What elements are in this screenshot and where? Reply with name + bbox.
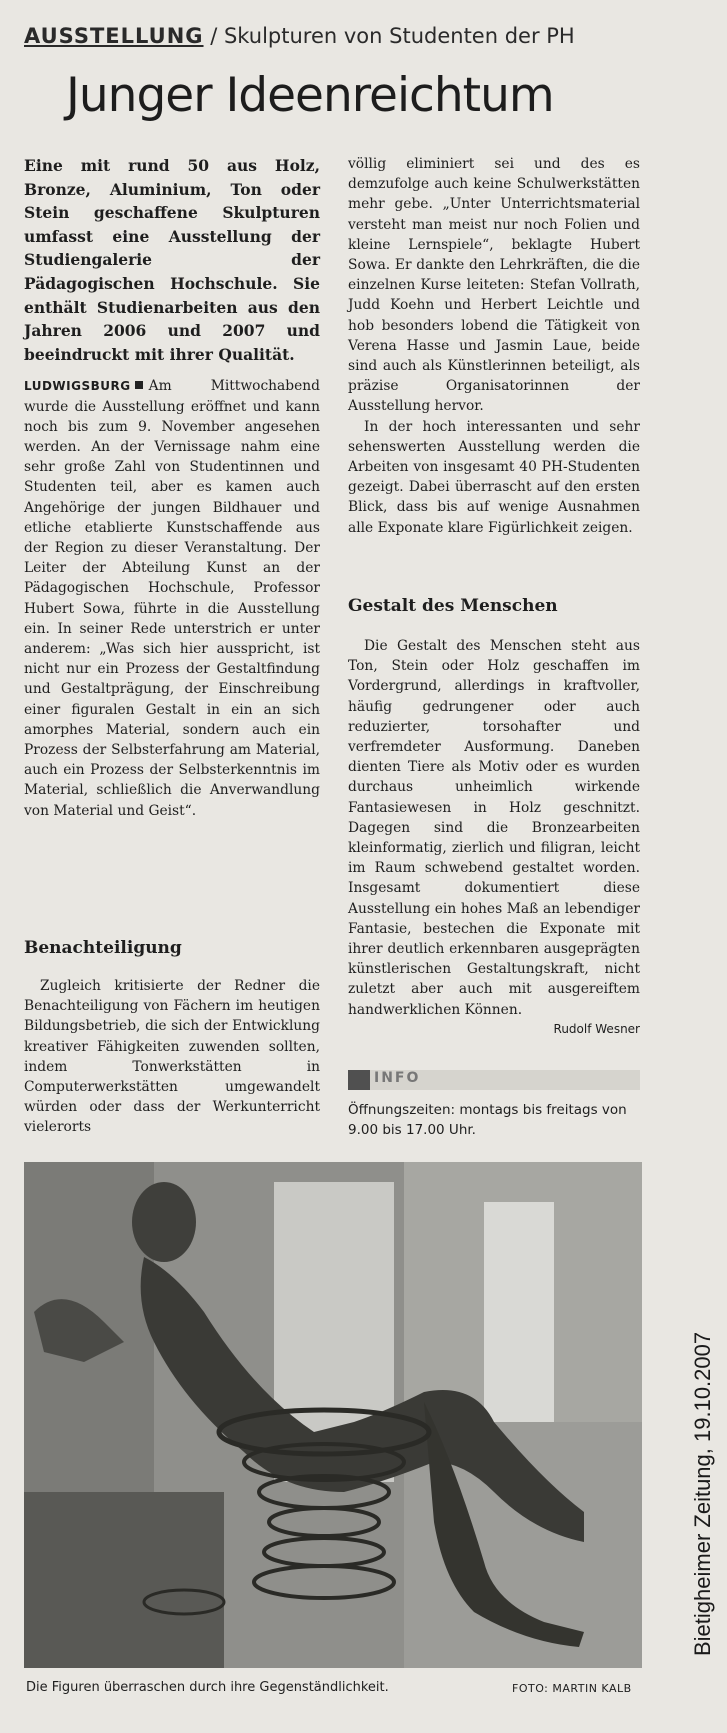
info-text: Öffnungszeiten: montags bis freitags von 9.00 bis 17.00 Uhr. xyxy=(348,1102,627,1138)
author: Rudolf Wesner xyxy=(553,1021,640,1036)
article-photo xyxy=(24,1162,642,1668)
kicker-text: / Skulpturen von Studenten der PH xyxy=(203,24,575,48)
dateline: LUDWIGSBURG xyxy=(24,379,131,394)
sculpture-photo-image xyxy=(24,1162,642,1668)
lead-paragraph: Eine mit rund 50 aus Holz, Bronze, Aluminium, Ton oder Stein geschaffene Skulpturen umfasst eine Ausstellung der Studiengalerie der Pädagogischen Hochschule. Sie enthält Studienarbeiten aus den Jahren 2006 und 2007 und beeindruckt mit ihrer Qualität. xyxy=(24,156,320,364)
subhead-benachteiligung: Benachteiligung xyxy=(24,938,182,958)
dateline-square-icon xyxy=(135,381,143,389)
subhead-gestalt: Gestalt des Menschen xyxy=(348,596,558,616)
body-paragraph-3: völlig eliminiert sei und des es demzufolge auch keine Schulwerkstätten mehr gebe. „Unter Unterrichtsmaterial versteht man meist nur noch Folien und kleine Lernspiele“, beklagte Hubert Sowa. Er dankte den Lehrkräften, die die einzelnen Kurse leiteten: Stefan Vollrath, Judd Koehn und Herbert Leichtle und hob besonders lobend die Tätigkeit von Verena Hasse und Jasmin Laue, beide sind auch als Künstlerinnen beteiligt, als präzise Organisatorinnen der Ausstellung hervor. xyxy=(348,156,640,415)
info-box xyxy=(348,1070,640,1090)
body-paragraph-1 xyxy=(24,376,320,820)
body-block-5 xyxy=(348,636,640,1036)
source-note: Bietigheimer Zeitung, 19.10.2007 xyxy=(690,1331,715,1656)
info-label: INFO xyxy=(374,1070,421,1086)
kicker-tag: AUSSTELLUNG xyxy=(24,24,204,48)
photo-credit: FOTO: MARTIN KALB xyxy=(512,1682,632,1695)
body-paragraph-5: Die Gestalt des Menschen steht aus Ton, Stein oder Holz geschaffen im Vordergrund, allerdings in kraftvoller, häufig gedrungener oder auch reduzierter, torsohafter und verfremdeter Ausformung. Daneben dienten Tiere als Motiv oder es wurden durchaus unheimlich wirkende Fantasiewesen in Holz geschnitzt. Dagegen sind die Bronzearbeiten kleinformatig, zierlich und filigran, leicht im Raum schwebend gestaltet worden. Insgesamt dokumentiert diese Ausstellung ein hohes Maß an lebendiger Fantasie, bestechen die Exponate mit ihrer deutlich erkennbaren ausgeprägten künstlerischen Gestaltungskraft, nicht zuletzt aber auch mit ausgereiftem handwerklichen Können. xyxy=(348,638,640,1018)
column-right xyxy=(348,154,640,1036)
body-paragraph-2: Zugleich kritisierte der Redner die Benachteiligung von Fächern im heutigen Bildungsbetrieb, die sich der Entwicklung kreativer Fähigkeiten zuwenden sollten, indem Tonwerkstätten in Computerwerkstätten umgewandelt würden oder dass der Werkunterricht vielerorts xyxy=(24,978,320,1136)
photo-caption: Die Figuren überraschen durch ihre Gegenständlichkeit. xyxy=(26,1680,389,1695)
body-text-1: Am Mittwochabend wurde die Ausstellung eröffnet und kann noch bis zum 9. November angesehen werden. An der Vernissage nahm eine sehr große Zahl von Studentinnen und Studenten teil, aber es kamen auch Angehörige der jungen Bildhauer und etliche etablierte Kunstschaffende aus der Region zu dieser Veranstaltung. Der Leiter der Abteilung Kunst an der Pädagogischen Hochschule, Professor Hubert Sowa, führte in die Ausstellung ein. In seiner Rede unterstrich er unter anderem: „Was sich hier ausspricht, ist nicht nur ein Prozess der Gestaltfindung und Gestaltprägung, der Einschreibung einer figuralen Gestalt in ein an sich amorphes Material, sondern auch ein Prozess der Selbsterfahrung am Material, auch ein Prozess der Selbsterkenntnis im Material, schließlich die Anverwandlung von Material und Geist“. xyxy=(24,378,320,819)
column-left xyxy=(24,154,320,1136)
body-paragraph-4: In der hoch interessanten und sehr sehenswerten Ausstellung werden die Arbeiten von insgesamt 40 PH-Studenten gezeigt. Dabei überrascht auf den ersten Blick, dass bis auf wenige Ausnahmen alle Exponate klare Figürlichkeit zeigen. xyxy=(348,418,640,536)
headline: Junger Ideenreichtum xyxy=(66,68,554,123)
kicker xyxy=(24,24,575,48)
